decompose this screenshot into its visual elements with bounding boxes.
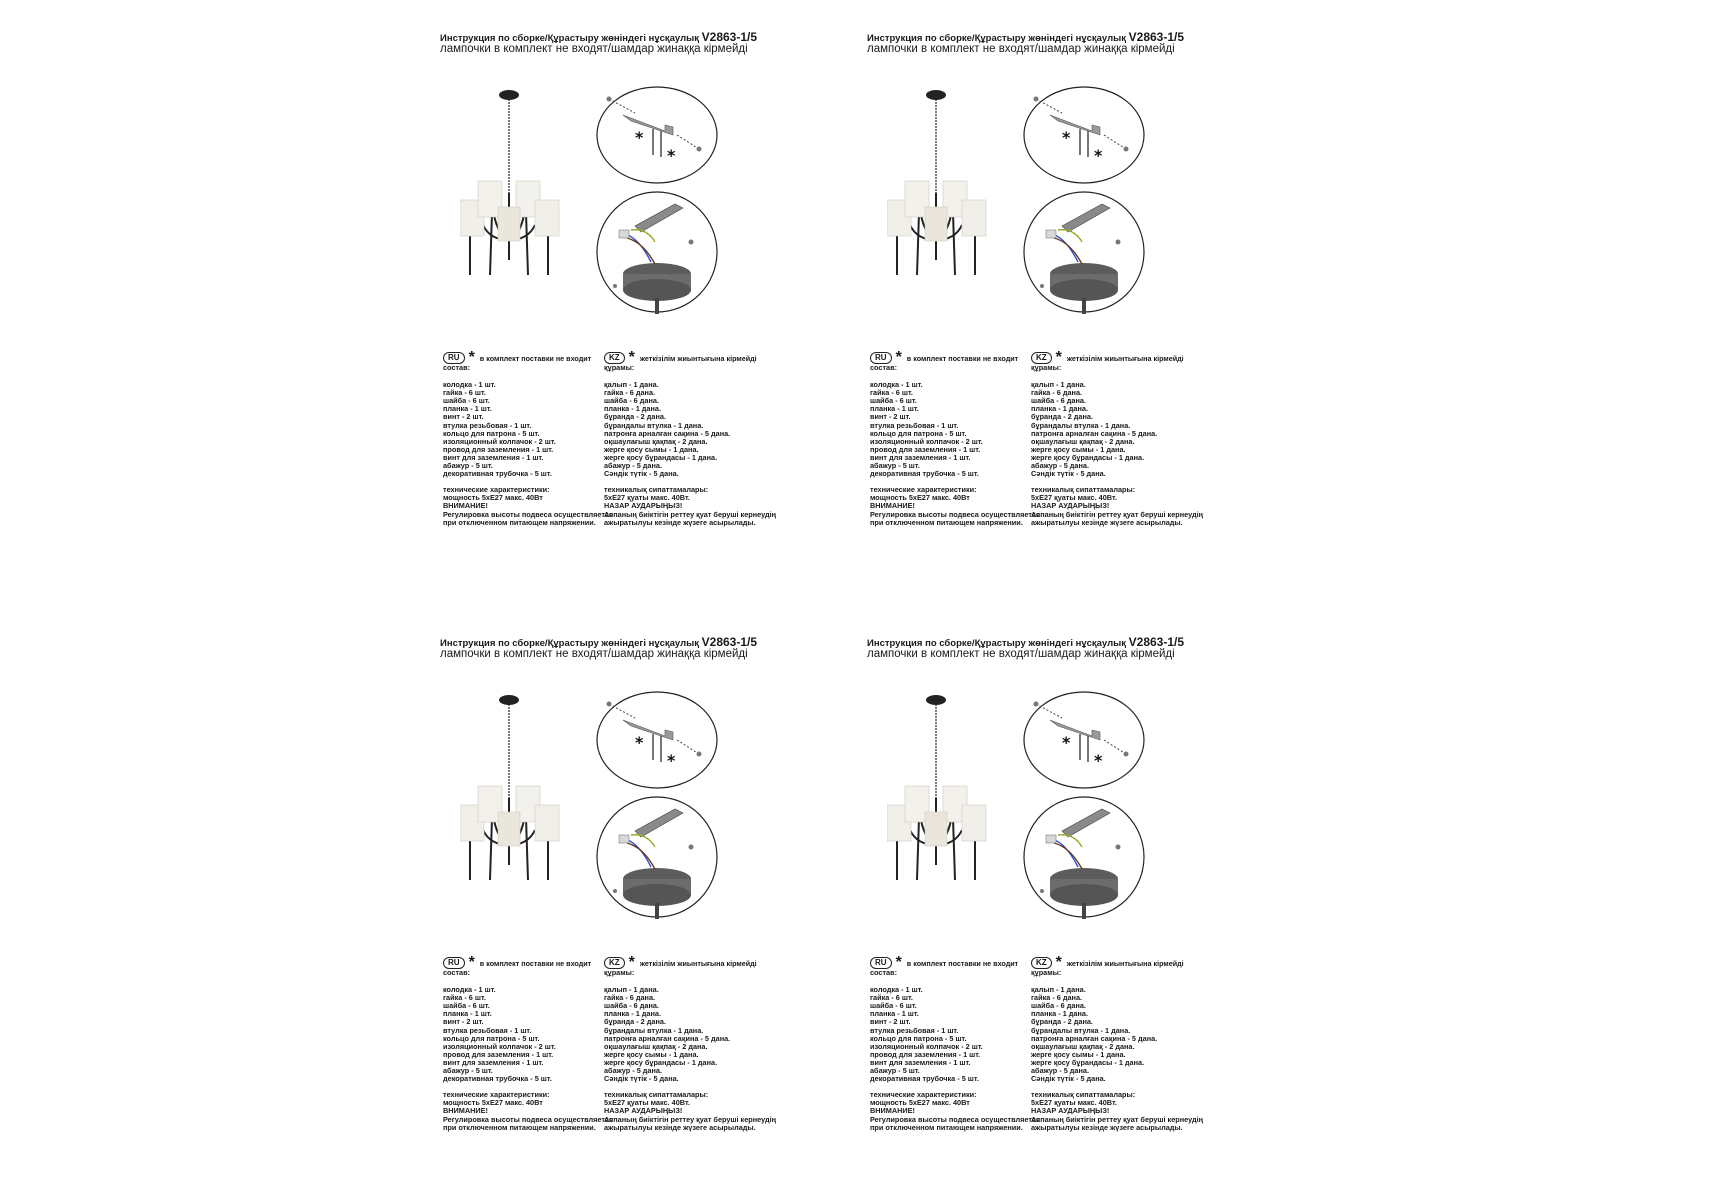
mounting-bracket-diagram bbox=[595, 85, 719, 185]
mounting-bracket-diagram bbox=[595, 690, 719, 790]
ru-warning-text: Регулировка высоты подвеса осуществляется bbox=[443, 1114, 614, 1124]
asterisk-icon: * bbox=[1062, 733, 1071, 752]
list-item: жерге қосу бұрандасы - 1 дана. bbox=[604, 1057, 718, 1067]
wiring-canopy-diagram bbox=[1022, 795, 1146, 919]
list-item: бұранда - 2 дана. bbox=[604, 1017, 666, 1027]
list-item: патронға арналған сақина - 5 дана. bbox=[1031, 1033, 1158, 1043]
asterisk-icon: * bbox=[1094, 146, 1103, 165]
list-item: гайка - 6 дана. bbox=[1031, 993, 1083, 1003]
list-item: бұранда - 2 дана. bbox=[1031, 1017, 1093, 1027]
kz-badge: KZ bbox=[604, 957, 625, 969]
kz-items-list bbox=[604, 986, 779, 1083]
instruction-panel bbox=[440, 0, 870, 560]
instruction-title: Инструкция по сборке/Құрастыру жөніндегі нұсқаулық V2863-1/5 bbox=[867, 30, 1185, 44]
list-item: гайка - 6 шт. bbox=[870, 993, 913, 1003]
kz-composition-label: құрамы: bbox=[1031, 363, 1062, 372]
list-item: патронға арналған сақина - 5 дана. bbox=[604, 1033, 731, 1043]
ru-tech-label: технические характеристики: bbox=[443, 1090, 550, 1100]
ru-tech-label: технические характеристики: bbox=[870, 1090, 977, 1100]
list-item: кольцо для патрона - 5 шт. bbox=[443, 1033, 540, 1043]
ru-warning-text: Регулировка высоты подвеса осуществляется bbox=[870, 509, 1041, 519]
list-item: винт - 2 шт. bbox=[443, 1017, 484, 1027]
ru-badge: RU bbox=[870, 352, 892, 364]
bulbs-note: лампочки в комплект не входят/шамдар жинаққа кірмейді bbox=[440, 43, 748, 55]
ru-badge: RU bbox=[443, 352, 465, 364]
list-item: планка - 1 шт. bbox=[443, 1009, 492, 1019]
ru-column bbox=[443, 955, 618, 1132]
list-item: жерге қосу сымы - 1 дана. bbox=[1031, 1049, 1126, 1059]
list-item: планка - 1 шт. bbox=[443, 404, 492, 414]
model-number: V2863-1/5 bbox=[1128, 635, 1185, 649]
asterisk-icon: * bbox=[1062, 128, 1071, 147]
kz-badge: KZ bbox=[604, 352, 625, 364]
ru-not-included-note: в комплект поставки не входит bbox=[906, 353, 1019, 363]
model-number: V2863-1/5 bbox=[701, 30, 758, 44]
list-item: шайба - 6 дана. bbox=[1031, 396, 1086, 406]
list-item: гайка - 6 дана. bbox=[604, 993, 656, 1003]
list-item: гайка - 6 шт. bbox=[443, 993, 486, 1003]
ru-not-included-note: в комплект поставки не входит bbox=[479, 353, 592, 363]
list-item: изоляционный колпачок - 2 шт. bbox=[870, 1041, 983, 1051]
list-item: абажур - 5 шт. bbox=[870, 1066, 920, 1076]
list-item: бұранда - 2 дана. bbox=[1031, 412, 1093, 422]
list-item: жерге қосу сымы - 1 дана. bbox=[1031, 444, 1126, 454]
list-item: бұрандалы втулка - 1 дана. bbox=[1031, 1025, 1131, 1035]
ru-tech-value: мощность 5xE27 макс. 40Вт bbox=[443, 1098, 543, 1108]
ru-warning-label: ВНИМАНИЕ! bbox=[870, 501, 915, 511]
list-item: бұрандалы втулка - 1 дана. bbox=[604, 420, 704, 430]
kz-not-included-note: жеткізілім жиынтығына кірмейді bbox=[1066, 958, 1184, 968]
list-item: шайба - 6 дана. bbox=[1031, 1001, 1086, 1011]
chandelier-illustration bbox=[460, 85, 570, 285]
ru-items-list bbox=[870, 986, 1045, 1083]
list-item: жерге қосу бұрандасы - 1 дана. bbox=[604, 452, 718, 462]
model-number: V2863-1/5 bbox=[701, 635, 758, 649]
ru-warning-label: ВНИМАНИЕ! bbox=[443, 501, 488, 511]
list-item: абажур - 5 дана. bbox=[604, 461, 662, 471]
kz-items-list bbox=[1031, 986, 1206, 1083]
list-item: провод для заземления - 1 шт. bbox=[443, 1049, 554, 1059]
instruction-title: Инструкция по сборке/Құрастыру жөніндегі нұсқаулық V2863-1/5 bbox=[440, 30, 758, 44]
list-item: шайба - 6 шт. bbox=[443, 396, 490, 406]
list-item: патронға арналған сақина - 5 дана. bbox=[604, 428, 731, 438]
kz-warning-text: Аспаның биіктігін реттеу қуат беруші кернеудің bbox=[1031, 1114, 1204, 1124]
list-item: колодка - 1 шт. bbox=[870, 985, 923, 995]
list-item: изоляционный колпачок - 2 шт. bbox=[443, 1041, 556, 1051]
list-item: гайка - 6 шт. bbox=[870, 388, 913, 398]
asterisk-icon: * bbox=[468, 954, 475, 971]
list-item: декоративная трубочка - 5 шт. bbox=[443, 469, 552, 479]
list-item: шайба - 6 шт. bbox=[870, 1001, 917, 1011]
list-item: изоляционный колпачок - 2 шт. bbox=[870, 436, 983, 446]
list-item: оқшаулағыш қақпақ - 2 дана. bbox=[1031, 436, 1135, 446]
model-number: V2863-1/5 bbox=[1128, 30, 1185, 44]
list-item: жерге қосу бұрандасы - 1 дана. bbox=[1031, 1057, 1145, 1067]
list-item: винт - 2 шт. bbox=[870, 412, 911, 422]
ru-warning-label: ВНИМАНИЕ! bbox=[870, 1106, 915, 1116]
list-item: втулка резьбовая - 1 шт. bbox=[870, 1025, 959, 1035]
kz-not-included-note: жеткізілім жиынтығына кірмейді bbox=[1066, 353, 1184, 363]
list-item: қалып - 1 дана. bbox=[604, 985, 659, 995]
asterisk-icon: * bbox=[667, 146, 676, 165]
ru-warning-text: Регулировка высоты подвеса осуществляется bbox=[443, 509, 614, 519]
instruction-panel bbox=[440, 605, 870, 1165]
list-item: шайба - 6 дана. bbox=[604, 1001, 659, 1011]
ru-warning-text: при отключенном питающем напряжении. bbox=[870, 1122, 1023, 1132]
kz-composition-label: құрамы: bbox=[604, 968, 635, 977]
list-item: винт для заземления - 1 шт. bbox=[443, 452, 544, 462]
instruction-panel bbox=[867, 605, 1297, 1165]
list-item: шайба - 6 шт. bbox=[443, 1001, 490, 1011]
list-item: планка - 1 дана. bbox=[604, 404, 661, 414]
list-item: Сәндік түтік - 5 дана. bbox=[604, 1074, 679, 1084]
ru-tech-value: мощность 5xE27 макс. 40Вт bbox=[870, 1098, 970, 1108]
ru-composition-label: состав: bbox=[870, 363, 898, 372]
list-item: шайба - 6 дана. bbox=[604, 396, 659, 406]
kz-badge: KZ bbox=[1031, 957, 1052, 969]
ru-tech-value: мощность 5xE27 макс. 40Вт bbox=[443, 493, 543, 503]
ru-items-list bbox=[443, 986, 618, 1083]
list-item: бұрандалы втулка - 1 дана. bbox=[1031, 420, 1131, 430]
instruction-panel bbox=[867, 0, 1297, 560]
kz-warning-text: Аспаның биіктігін реттеу қуат беруші кернеудің bbox=[604, 509, 777, 519]
ru-column bbox=[443, 350, 618, 527]
list-item: винт для заземления - 1 шт. bbox=[870, 1057, 971, 1067]
list-item: патронға арналған сақина - 5 дана. bbox=[1031, 428, 1158, 438]
kz-tech-value: 5xE27 қуаты макс. 40Вт. bbox=[604, 1098, 690, 1108]
bulbs-note: лампочки в комплект не входят/шамдар жинаққа кірмейді bbox=[867, 648, 1175, 660]
bulbs-note: лампочки в комплект не входят/шамдар жинаққа кірмейді bbox=[867, 43, 1175, 55]
ru-column bbox=[870, 955, 1045, 1132]
list-item: винт - 2 шт. bbox=[870, 1017, 911, 1027]
list-item: қалып - 1 дана. bbox=[1031, 985, 1086, 995]
list-item: абажур - 5 дана. bbox=[1031, 461, 1089, 471]
list-item: винт для заземления - 1 шт. bbox=[870, 452, 971, 462]
list-item: планка - 1 дана. bbox=[1031, 404, 1088, 414]
list-item: жерге қосу сымы - 1 дана. bbox=[604, 444, 699, 454]
list-item: изоляционный колпачок - 2 шт. bbox=[443, 436, 556, 446]
list-item: втулка резьбовая - 1 шт. bbox=[443, 420, 532, 430]
list-item: қалып - 1 дана. bbox=[604, 380, 659, 390]
list-item: колодка - 1 шт. bbox=[443, 985, 496, 995]
ru-warning-text: при отключенном питающем напряжении. bbox=[443, 1122, 596, 1132]
kz-warning-text: Аспаның биіктігін реттеу қуат беруші кернеудің bbox=[1031, 509, 1204, 519]
list-item: шайба - 6 шт. bbox=[870, 396, 917, 406]
list-item: винт для заземления - 1 шт. bbox=[443, 1057, 544, 1067]
ru-warning-label: ВНИМАНИЕ! bbox=[443, 1106, 488, 1116]
asterisk-icon: * bbox=[628, 349, 635, 366]
kz-warning-label: НАЗАР АУДАРЫҢЫЗ! bbox=[1031, 1106, 1110, 1116]
mounting-bracket-diagram bbox=[1022, 85, 1146, 185]
list-item: планка - 1 шт. bbox=[870, 404, 919, 414]
wiring-canopy-diagram bbox=[595, 795, 719, 919]
ru-column bbox=[870, 350, 1045, 527]
ru-badge: RU bbox=[870, 957, 892, 969]
kz-warning-text: ажыратылуы кезінде жүзеге асырылады. bbox=[604, 1122, 756, 1132]
list-item: жерге қосу бұрандасы - 1 дана. bbox=[1031, 452, 1145, 462]
list-item: кольцо для патрона - 5 шт. bbox=[443, 428, 540, 438]
list-item: Сәндік түтік - 5 дана. bbox=[1031, 1074, 1106, 1084]
kz-items-list bbox=[1031, 381, 1206, 478]
ru-tech-label: технические характеристики: bbox=[870, 485, 977, 495]
list-item: винт - 2 шт. bbox=[443, 412, 484, 422]
list-item: Сәндік түтік - 5 дана. bbox=[604, 469, 679, 479]
list-item: оқшаулағыш қақпақ - 2 дана. bbox=[1031, 1041, 1135, 1051]
kz-warning-text: ажыратылуы кезінде жүзеге асырылады. bbox=[604, 517, 756, 527]
list-item: гайка - 6 дана. bbox=[604, 388, 656, 398]
list-item: Сәндік түтік - 5 дана. bbox=[1031, 469, 1106, 479]
chandelier-illustration bbox=[887, 690, 997, 890]
kz-column bbox=[604, 350, 779, 527]
list-item: абажур - 5 дана. bbox=[1031, 1066, 1089, 1076]
list-item: втулка резьбовая - 1 шт. bbox=[870, 420, 959, 430]
bulbs-note: лампочки в комплект не входят/шамдар жинаққа кірмейді bbox=[440, 648, 748, 660]
kz-column bbox=[1031, 350, 1206, 527]
kz-column bbox=[1031, 955, 1206, 1132]
ru-warning-text: при отключенном питающем напряжении. bbox=[443, 517, 596, 527]
kz-composition-label: құрамы: bbox=[604, 363, 635, 372]
list-item: абажур - 5 дана. bbox=[604, 1066, 662, 1076]
kz-composition-label: құрамы: bbox=[1031, 968, 1062, 977]
ru-composition-label: состав: bbox=[870, 968, 898, 977]
asterisk-icon: * bbox=[628, 954, 635, 971]
ru-composition-label: состав: bbox=[443, 363, 471, 372]
kz-not-included-note: жеткізілім жиынтығына кірмейді bbox=[639, 353, 757, 363]
ru-composition-label: состав: bbox=[443, 968, 471, 977]
ru-tech-label: технические характеристики: bbox=[443, 485, 550, 495]
ru-not-included-note: в комплект поставки не входит bbox=[906, 958, 1019, 968]
list-item: декоративная трубочка - 5 шт. bbox=[870, 469, 979, 479]
instruction-title: Инструкция по сборке/Құрастыру жөніндегі нұсқаулық V2863-1/5 bbox=[440, 635, 758, 649]
list-item: абажур - 5 шт. bbox=[443, 1066, 493, 1076]
ru-warning-text: при отключенном питающем напряжении. bbox=[870, 517, 1023, 527]
list-item: декоративная трубочка - 5 шт. bbox=[443, 1074, 552, 1084]
instruction-title: Инструкция по сборке/Құрастыру жөніндегі нұсқаулық V2863-1/5 bbox=[867, 635, 1185, 649]
asterisk-icon: * bbox=[667, 751, 676, 770]
list-item: кольцо для патрона - 5 шт. bbox=[870, 428, 967, 438]
kz-warning-text: Аспаның биіктігін реттеу қуат беруші кернеудің bbox=[604, 1114, 777, 1124]
asterisk-icon: * bbox=[1094, 751, 1103, 770]
list-item: қалып - 1 дана. bbox=[1031, 380, 1086, 390]
kz-warning-label: НАЗАР АУДАРЫҢЫЗ! bbox=[1031, 501, 1110, 511]
ru-badge: RU bbox=[443, 957, 465, 969]
wiring-canopy-diagram bbox=[595, 190, 719, 314]
list-item: жерге қосу сымы - 1 дана. bbox=[604, 1049, 699, 1059]
asterisk-icon: * bbox=[468, 349, 475, 366]
instruction-sheet bbox=[440, 0, 1290, 1200]
list-item: абажур - 5 шт. bbox=[870, 461, 920, 471]
ru-not-included-note: в комплект поставки не входит bbox=[479, 958, 592, 968]
list-item: колодка - 1 шт. bbox=[870, 380, 923, 390]
kz-not-included-note: жеткізілім жиынтығына кірмейді bbox=[639, 958, 757, 968]
ru-items-list bbox=[870, 381, 1045, 478]
kz-tech-label: техникалық сипаттамалары: bbox=[604, 1090, 709, 1100]
mounting-bracket-diagram bbox=[1022, 690, 1146, 790]
chandelier-illustration bbox=[887, 85, 997, 285]
list-item: планка - 1 дана. bbox=[1031, 1009, 1088, 1019]
kz-tech-value: 5xE27 қуаты макс. 40Вт. bbox=[604, 493, 690, 503]
list-item: кольцо для патрона - 5 шт. bbox=[870, 1033, 967, 1043]
asterisk-icon: * bbox=[895, 349, 902, 366]
ru-warning-text: Регулировка высоты подвеса осуществляется bbox=[870, 1114, 1041, 1124]
kz-tech-label: техникалық сипаттамалары: bbox=[1031, 485, 1136, 495]
kz-warning-text: ажыратылуы кезінде жүзеге асырылады. bbox=[1031, 1122, 1183, 1132]
chandelier-illustration bbox=[460, 690, 570, 890]
list-item: оқшаулағыш қақпақ - 2 дана. bbox=[604, 1041, 708, 1051]
list-item: гайка - 6 шт. bbox=[443, 388, 486, 398]
kz-tech-label: техникалық сипаттамалары: bbox=[1031, 1090, 1136, 1100]
list-item: декоративная трубочка - 5 шт. bbox=[870, 1074, 979, 1084]
list-item: провод для заземления - 1 шт. bbox=[870, 1049, 981, 1059]
kz-items-list bbox=[604, 381, 779, 478]
kz-tech-value: 5xE27 қуаты макс. 40Вт. bbox=[1031, 1098, 1117, 1108]
asterisk-icon: * bbox=[635, 733, 644, 752]
kz-warning-text: ажыратылуы кезінде жүзеге асырылады. bbox=[1031, 517, 1183, 527]
ru-items-list bbox=[443, 381, 618, 478]
list-item: бұрандалы втулка - 1 дана. bbox=[604, 1025, 704, 1035]
asterisk-icon: * bbox=[1055, 954, 1062, 971]
asterisk-icon: * bbox=[895, 954, 902, 971]
kz-warning-label: НАЗАР АУДАРЫҢЫЗ! bbox=[604, 1106, 683, 1116]
kz-warning-label: НАЗАР АУДАРЫҢЫЗ! bbox=[604, 501, 683, 511]
ru-tech-value: мощность 5xE27 макс. 40Вт bbox=[870, 493, 970, 503]
list-item: абажур - 5 шт. bbox=[443, 461, 493, 471]
asterisk-icon: * bbox=[1055, 349, 1062, 366]
kz-column bbox=[604, 955, 779, 1132]
list-item: втулка резьбовая - 1 шт. bbox=[443, 1025, 532, 1035]
list-item: колодка - 1 шт. bbox=[443, 380, 496, 390]
asterisk-icon: * bbox=[635, 128, 644, 147]
wiring-canopy-diagram bbox=[1022, 190, 1146, 314]
list-item: планка - 1 дана. bbox=[604, 1009, 661, 1019]
kz-tech-value: 5xE27 қуаты макс. 40Вт. bbox=[1031, 493, 1117, 503]
list-item: провод для заземления - 1 шт. bbox=[870, 444, 981, 454]
list-item: провод для заземления - 1 шт. bbox=[443, 444, 554, 454]
list-item: бұранда - 2 дана. bbox=[604, 412, 666, 422]
kz-badge: KZ bbox=[1031, 352, 1052, 364]
list-item: гайка - 6 дана. bbox=[1031, 388, 1083, 398]
list-item: планка - 1 шт. bbox=[870, 1009, 919, 1019]
kz-tech-label: техникалық сипаттамалары: bbox=[604, 485, 709, 495]
list-item: оқшаулағыш қақпақ - 2 дана. bbox=[604, 436, 708, 446]
